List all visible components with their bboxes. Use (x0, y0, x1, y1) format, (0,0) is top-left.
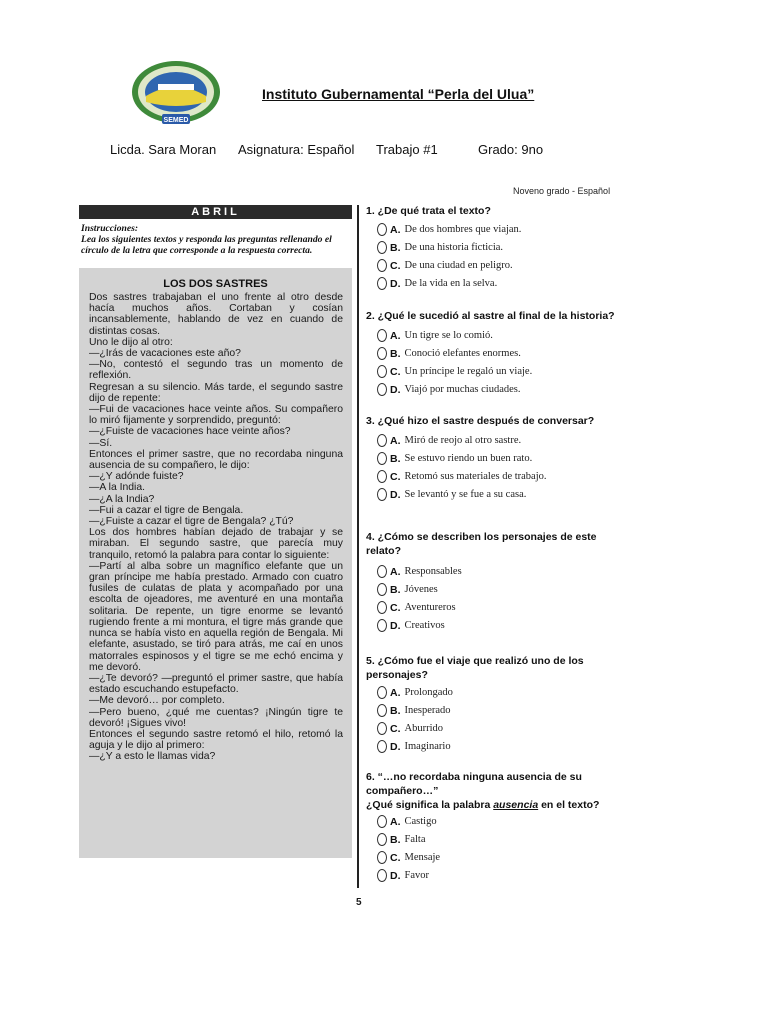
story-paragraph: —A la India. (89, 482, 146, 494)
option-2a[interactable] (377, 327, 493, 344)
answer-bubble[interactable] (377, 365, 387, 378)
question-2: 2. ¿Qué le sucedió al sastre al final de la historia? (366, 310, 615, 322)
option-4a[interactable] (377, 563, 462, 580)
story-paragraph: —¿Fuiste a cazar el tigre de Bengala? ¿Tú? (89, 516, 294, 528)
option-letter: C. (390, 722, 401, 735)
page-number: 5 (356, 897, 362, 908)
option-letter: A. (390, 815, 401, 828)
option-letter: B. (390, 347, 401, 360)
option-text: Prolongado (404, 687, 453, 698)
option-text: Aventureros (404, 602, 456, 613)
option-letter: A. (390, 686, 401, 699)
option-text: De dos hombres que viajan. (404, 224, 522, 235)
story-paragraph: —¿Fuiste de vacaciones hace veinte años? (89, 426, 291, 438)
option-1b[interactable] (377, 239, 503, 256)
option-5a[interactable] (377, 684, 453, 701)
question-3: 3. ¿Qué hizo el sastre después de conversar? (366, 415, 595, 427)
option-letter: B. (390, 241, 401, 254)
school-logo (128, 58, 224, 130)
option-6b[interactable] (377, 831, 426, 848)
option-2d[interactable] (377, 381, 521, 398)
logo-text: SEMED (163, 117, 189, 124)
school-title: Instituto Gubernamental “Perla del Ulua” (262, 86, 535, 102)
answer-bubble[interactable] (377, 833, 387, 846)
answer-bubble[interactable] (377, 452, 387, 465)
option-letter: B. (390, 452, 401, 465)
question-6-keyword: ausencia (493, 799, 539, 811)
story-paragraph: Regresan a su silencio. Más tarde, el segundo sastre dijo de repente: (89, 381, 343, 404)
story-paragraph: Entonces el segundo sastre retomó el hilo, retomó la aguja y le dijo al primero: (89, 728, 343, 752)
question-1: 1. ¿De qué trata el texto? (366, 205, 491, 217)
story-paragraph: —Fui de vacaciones hace veinte años. Su compañero lo miró fijamente y sorprendido, preguntó: (89, 404, 343, 427)
teacher-name: Licda. Sara Moran (110, 142, 217, 157)
option-4d[interactable] (377, 617, 445, 634)
question-6-pre: ¿Qué significa la palabra (366, 799, 494, 811)
option-letter: C. (390, 601, 401, 614)
story-paragraph: —Partí al alba sobre un magnífico elefante que un gran príncipe me había prestado. Armado con cuatro fusiles de culatas de plata y acompañado por una escolta de ojeadores, me aventuré en una montaña solitaria. De repente, un tigre enorme se levantó rugiendo frente a mi montura, el tigre más grande que nunca se había visto en aquella región de Bengala. Mi elefante, asustado, se tiró para atrás, me caí en unos matorrales espinosos y el tigre se me echó encima y me devoró. (89, 560, 343, 673)
option-text: De la vida en la selva. (404, 278, 498, 289)
story-paragraph: —No, contestó el segundo tras un momento de reflexión. (89, 359, 343, 382)
option-text: Viajó por muchas ciudades. (404, 384, 521, 395)
option-letter: C. (390, 851, 401, 864)
option-3a[interactable] (377, 432, 521, 449)
answer-bubble[interactable] (377, 686, 387, 699)
option-text: Responsables (404, 566, 462, 577)
option-1c[interactable] (377, 257, 513, 274)
story-paragraph: —¿Te devoró? —preguntó el primer sastre, que había estado escuchando estupefacto. (89, 672, 343, 696)
story-paragraph: —¿Irás de vacaciones este año? (89, 348, 241, 360)
option-letter: B. (390, 583, 401, 596)
option-letter: A. (390, 223, 401, 236)
answer-bubble[interactable] (377, 241, 387, 254)
option-5b[interactable] (377, 702, 451, 719)
option-text: Inesperado (404, 705, 451, 716)
answer-bubble[interactable] (377, 815, 387, 828)
option-text: Imaginario (404, 741, 451, 752)
column-divider (357, 205, 359, 888)
option-text: Se estuvo riendo un buen rato. (404, 453, 533, 464)
story-paragraph: —Me devoró… por completo. (89, 695, 225, 707)
option-text: Aburrido (404, 723, 443, 734)
answer-bubble[interactable] (377, 601, 387, 614)
option-text: Conoció elefantes enormes. (404, 348, 521, 359)
option-4b[interactable] (377, 581, 438, 598)
option-text: Un príncipe le regaló un viaje. (404, 366, 533, 377)
answer-bubble[interactable] (377, 470, 387, 483)
option-1d[interactable] (377, 275, 497, 292)
option-text: Favor (404, 870, 429, 881)
option-text: Se levantó y se fue a su casa. (404, 489, 527, 500)
option-text: Retomó sus materiales de trabajo. (404, 471, 547, 482)
story-paragraph: —Sí. (89, 437, 113, 449)
option-3d[interactable] (377, 486, 526, 503)
answer-bubble[interactable] (377, 347, 387, 360)
option-letter: D. (390, 619, 401, 632)
answer-bubble[interactable] (377, 434, 387, 447)
story-paragraph: —¿A la India? (89, 493, 155, 505)
question-6-quote: 6. “…no recordaba ninguna ausencia de su compañero…” (366, 771, 582, 797)
answer-bubble[interactable] (377, 329, 387, 342)
question-4: 4. ¿Cómo se describen los personajes de este relato? (366, 531, 597, 557)
option-letter: D. (390, 383, 401, 396)
option-4c[interactable] (377, 599, 456, 616)
answer-bubble[interactable] (377, 259, 387, 272)
option-letter: B. (390, 704, 401, 717)
option-text: De una historia ficticia. (404, 242, 504, 253)
option-text: Un tigre se lo comió. (404, 330, 493, 341)
answer-bubble[interactable] (377, 383, 387, 396)
answer-bubble[interactable] (377, 869, 387, 882)
option-letter: C. (390, 365, 401, 378)
option-6d[interactable] (377, 867, 429, 884)
option-1a[interactable] (377, 221, 521, 238)
question-6 (366, 770, 636, 812)
option-5d[interactable] (377, 738, 451, 755)
story-paragraph: Entonces el primer sastre, que no recordaba ninguna ausencia de su compañero, le dijo: (89, 448, 343, 472)
instructions-title: Instrucciones: (81, 223, 139, 234)
option-text: Miró de reojo al otro sastre. (404, 435, 522, 446)
story-paragraph: —Fui a cazar el tigre de Bengala. (89, 504, 244, 516)
question-6-post: en el texto? (538, 799, 600, 811)
option-letter: A. (390, 434, 401, 447)
answer-bubble[interactable] (377, 722, 387, 735)
story-paragraph: —¿Y a esto le llamas vida? (89, 751, 216, 763)
answer-bubble[interactable] (377, 740, 387, 753)
story-text (89, 292, 343, 763)
story-paragraph: Uno le dijo al otro: (89, 336, 173, 348)
question-5: 5. ¿Cómo fue el viaje que realizó uno de los personajes? (366, 655, 584, 681)
answer-bubble[interactable] (377, 277, 387, 290)
option-6c[interactable] (377, 849, 440, 866)
option-text: Falta (404, 834, 426, 845)
instructions-text: Lea los siguientes textos y responda las preguntas rellenando el círculo de la letra que corresponde a la respuesta correcta. (81, 234, 332, 256)
answer-bubble[interactable] (377, 223, 387, 236)
option-text: De una ciudad en peligro. (404, 260, 513, 271)
answer-bubble[interactable] (377, 565, 387, 578)
page-grade-label: Noveno grado - Español (513, 186, 611, 196)
month-banner: ABRIL (79, 205, 352, 219)
answer-bubble[interactable] (377, 583, 387, 596)
option-letter: D. (390, 740, 401, 753)
option-text: Jóvenes (404, 584, 438, 595)
option-letter: C. (390, 259, 401, 272)
option-letter: D. (390, 869, 401, 882)
option-letter: A. (390, 329, 401, 342)
answer-bubble[interactable] (377, 619, 387, 632)
option-text: Castigo (404, 816, 437, 827)
option-3b[interactable] (377, 450, 532, 467)
option-letter: B. (390, 833, 401, 846)
story-title: LOS DOS SASTRES (163, 278, 268, 290)
instructions (81, 223, 351, 256)
grade-label-header: Grado: 9no (478, 142, 544, 157)
answer-bubble[interactable] (377, 704, 387, 717)
option-letter: D. (390, 277, 401, 290)
option-letter: A. (390, 565, 401, 578)
story-paragraph: Los dos hombres habían dejado de trabajar y se miraban. El segundo sastre, que parecía muy tranquilo, retomó la palabra para contar lo siguiente: (89, 527, 343, 561)
subject-label: Asignatura: Español (238, 142, 355, 157)
question-6-text (366, 798, 636, 812)
option-3c[interactable] (377, 468, 547, 485)
answer-bubble[interactable] (377, 851, 387, 864)
story-paragraph: Dos sastres trabajaban el uno frente al otro desde hacía muchos años. Cortaban y cosían incansablemente, hablando de vez en cuando de distintas cosas. (89, 292, 343, 337)
option-letter: C. (390, 470, 401, 483)
option-text: Creativos (404, 620, 445, 631)
option-2b[interactable] (377, 345, 521, 362)
answer-bubble[interactable] (377, 488, 387, 501)
work-label: Trabajo #1 (376, 142, 438, 157)
story-paragraph: —Pero bueno, ¿qué me cuentas? ¡Ningún tigre te devoró! ¡Sigues vivo! (89, 706, 343, 729)
option-6a[interactable] (377, 813, 437, 830)
option-5c[interactable] (377, 720, 443, 737)
option-2c[interactable] (377, 363, 532, 380)
story-paragraph: —¿Y adónde fuiste? (89, 471, 184, 483)
option-text: Mensaje (404, 852, 441, 863)
option-letter: D. (390, 488, 401, 501)
